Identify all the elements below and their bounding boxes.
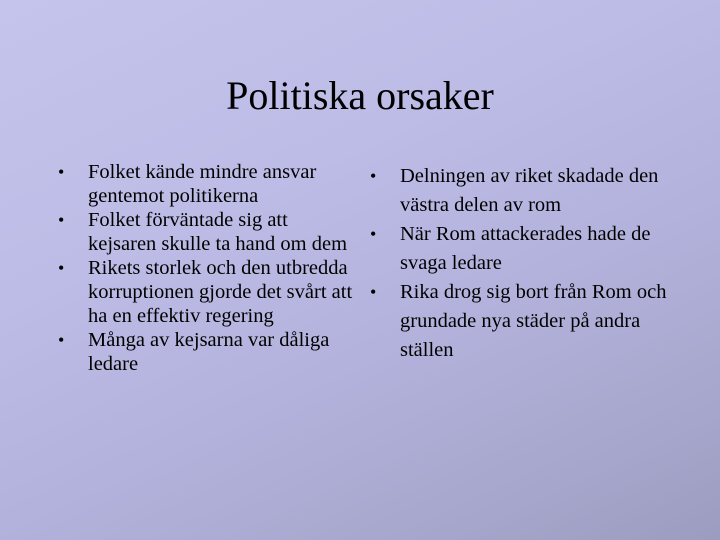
bullet-icon: • [58,210,65,230]
right-bullet-list [368,162,668,365]
bullet-item [56,160,356,208]
bullet-icon: • [370,166,377,186]
bullet-item [56,328,356,376]
bullet-text: Många av kejsarna var dåliga ledare [88,329,330,375]
slide-title-text: Politiska orsaker [226,73,494,118]
bullet-text: Rikets storlek och den utbredda korruptionen gjorde det svårt att ha en effektiv regering [88,257,353,327]
bullet-item [368,162,668,220]
bullet-text: Folket kände mindre ansvar gentemot politikerna [88,161,317,207]
bullet-text: När Rom attackerades hade de svaga ledare [400,223,651,274]
bullet-icon: • [370,224,377,244]
bullet-text: Folket förväntade sig att kejsaren skulle ta hand om dem [88,209,348,255]
bullet-item [56,208,356,256]
bullet-text: Rika drog sig bort från Rom och grundade nya städer på andra ställen [400,281,667,361]
bullet-icon: • [58,162,65,182]
left-bullet-list [56,160,356,376]
bullet-icon: • [58,258,65,278]
bullet-item [56,256,356,328]
bullet-text: Delningen av riket skadade den västra delen av rom [400,165,659,216]
bullet-item [368,220,668,278]
bullet-item [368,278,668,365]
bullet-icon: • [370,282,377,302]
bullet-icon: • [58,330,65,350]
slide-title [0,72,720,120]
